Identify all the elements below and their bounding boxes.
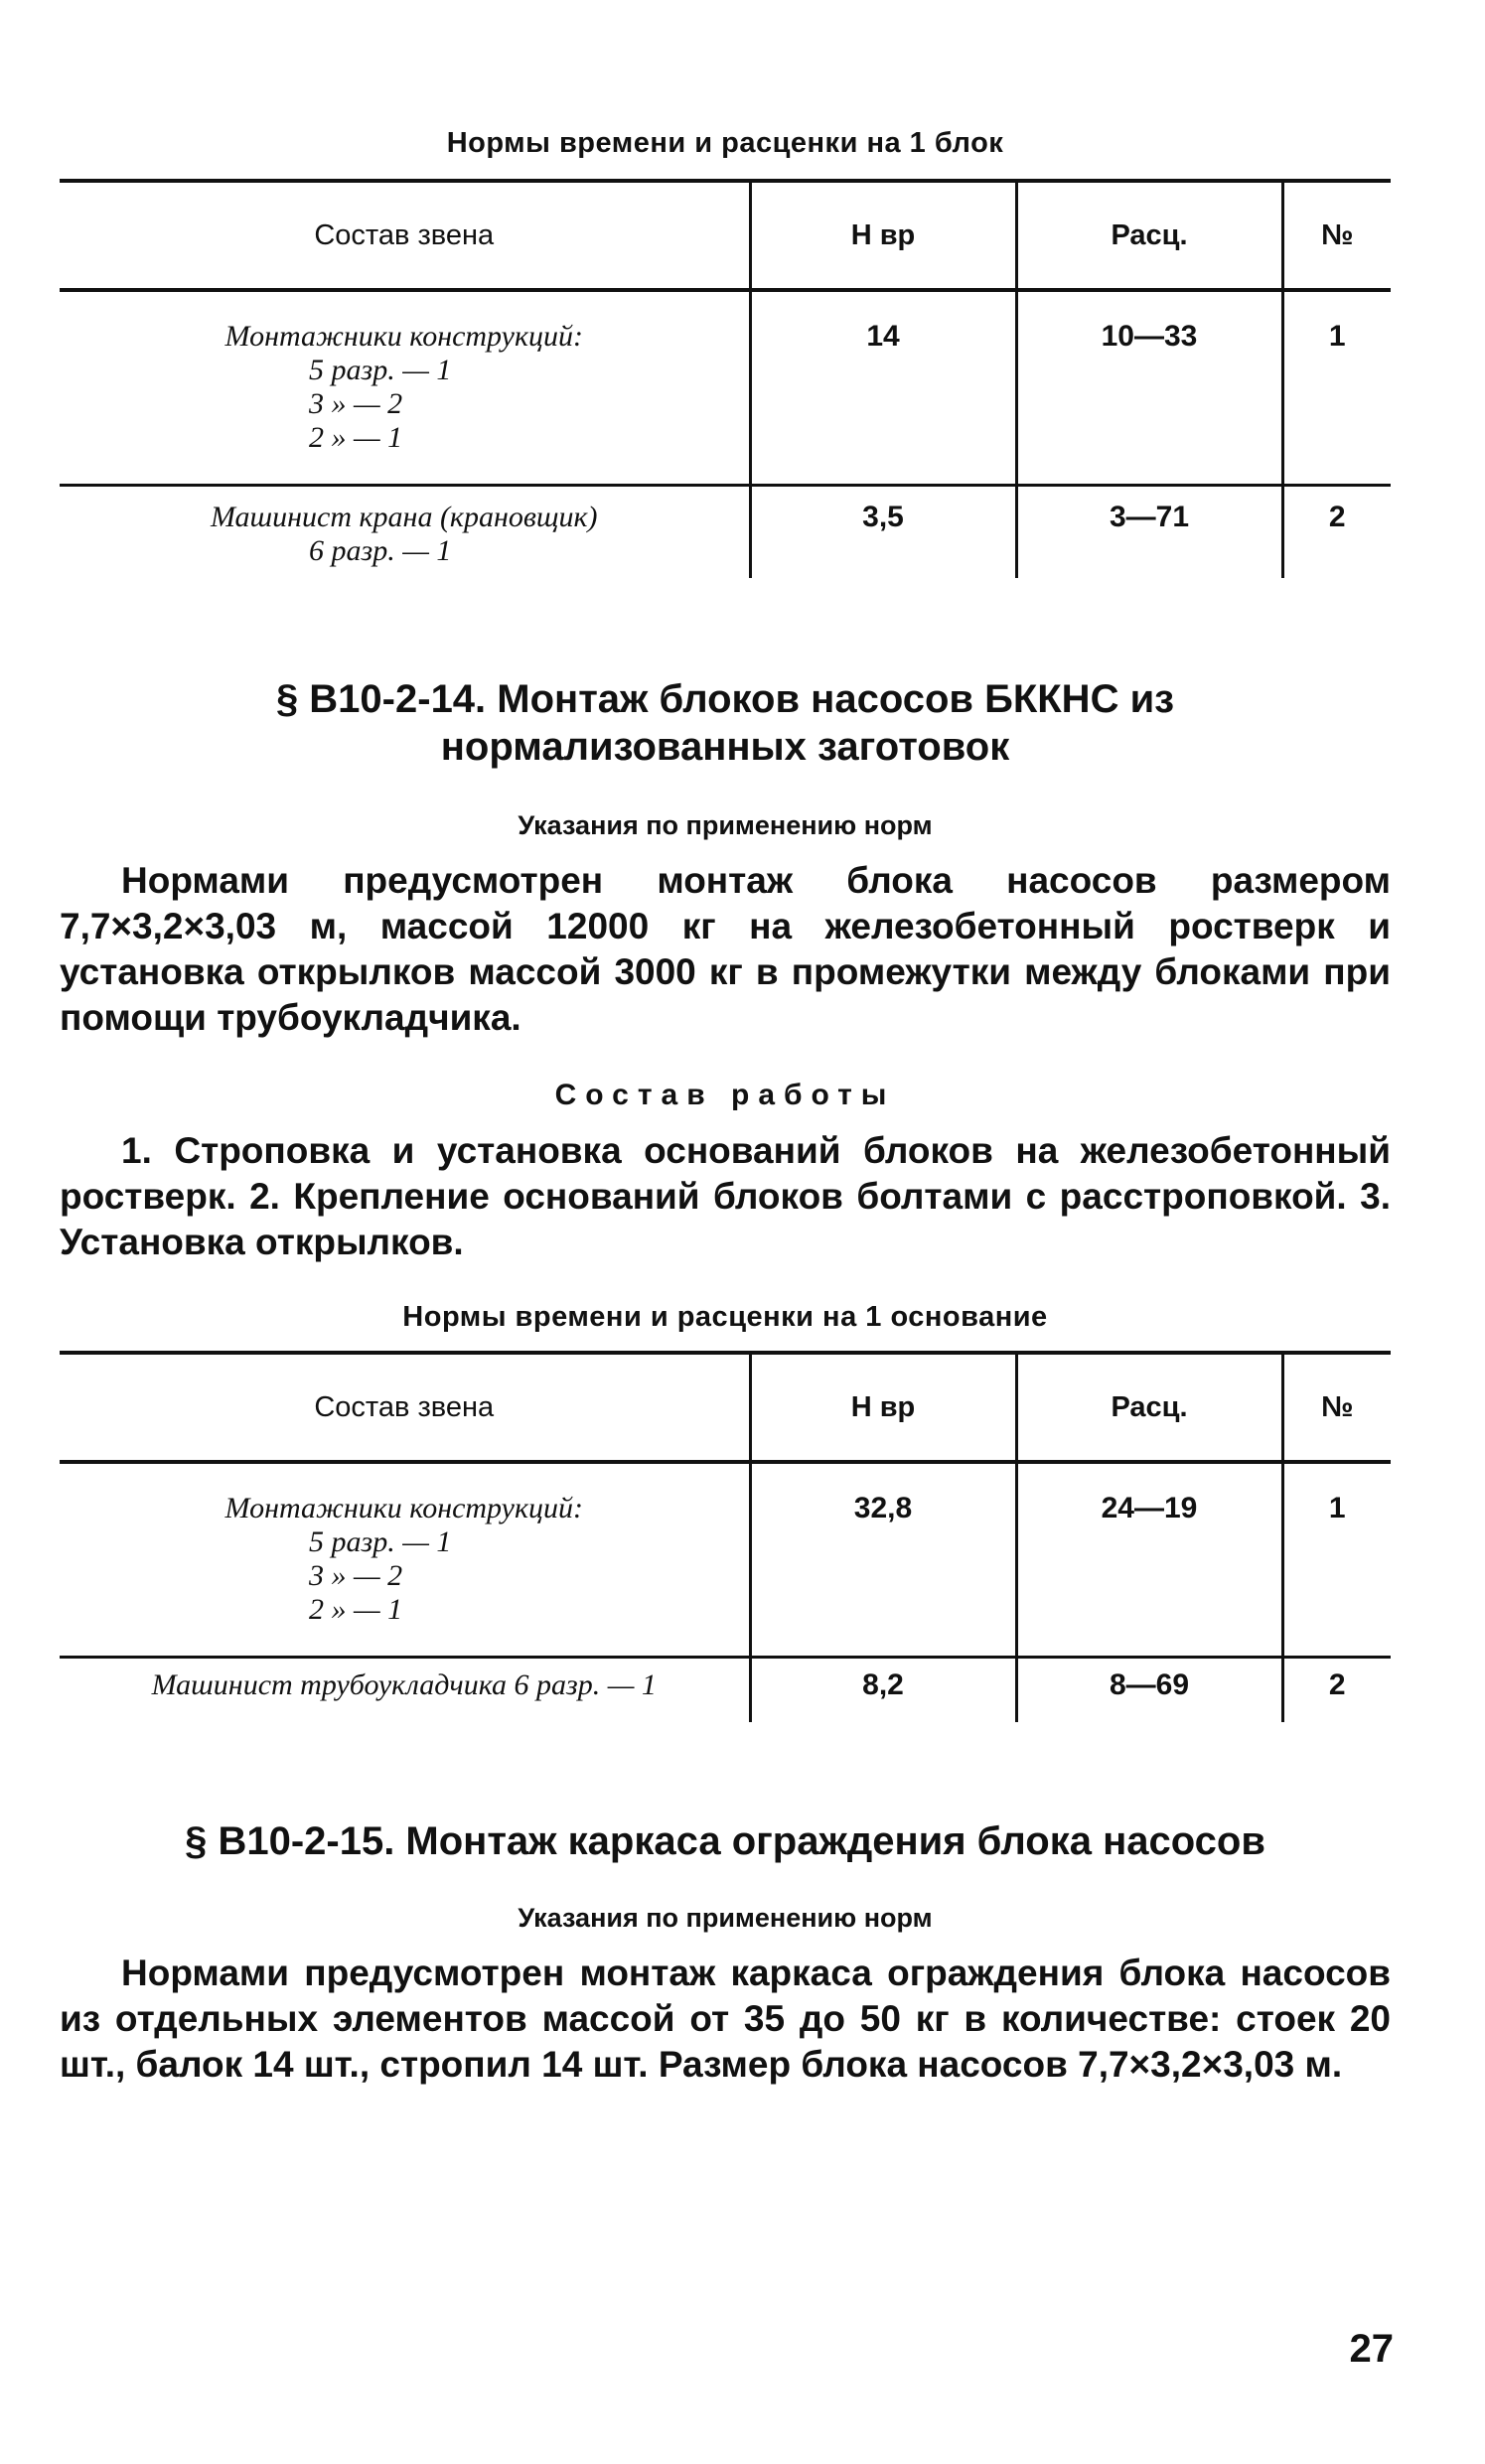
table1 bbox=[60, 179, 1391, 578]
section15-guidance-paragraph bbox=[60, 1951, 1391, 2088]
table2-row1-crew bbox=[60, 1462, 750, 1657]
section14-guidance-heading: Указания по применению норм bbox=[518, 810, 933, 840]
section14-work-text: 1. Строповка и установка оснований блоков на железобетонный ростверк. 2. Крепление оснований блоков болтами с расстроповкой. 3. Установка открылков. bbox=[60, 1130, 1391, 1262]
worker-grade: 3 » — 2 bbox=[309, 1559, 403, 1592]
section14-work-paragraph bbox=[60, 1128, 1391, 1265]
section15-title: § В10-2-15. Монтаж каркаса ограждения блока насосов bbox=[185, 1819, 1265, 1863]
section14-title-line1: § В10-2-14. Монтаж блоков насосов БККНС из bbox=[275, 677, 1175, 721]
table2-row2-num: 2 bbox=[1328, 1667, 1346, 1701]
table1-header-hvr: Н вр bbox=[750, 181, 1016, 290]
section14-guidance-text: Нормами предусмотрен монтаж блока насосов размером 7,7×3,2×3,03 м, массой 12000 кг на железобетонный ростверк и установка открылков массой 3000 кг в промежутки между блоками при помощи трубоукладчика. bbox=[60, 860, 1391, 1038]
page-number: 27 bbox=[1349, 2327, 1394, 2371]
table1-row1-rasc: 10—33 bbox=[1016, 290, 1282, 485]
table2-row1-hvr: 32,8 bbox=[750, 1462, 1016, 1657]
table1-header-row bbox=[60, 181, 1391, 290]
table2-row2-hvr: 8,2 bbox=[750, 1657, 1016, 1722]
table-row bbox=[60, 290, 1391, 485]
table2-caption: Нормы времени и расценки на 1 основание bbox=[402, 1301, 1048, 1333]
table-row bbox=[60, 485, 1391, 578]
worker-grade: 2 » — 1 bbox=[309, 1593, 403, 1626]
table2-header-rasc: Расц. bbox=[1016, 1353, 1282, 1462]
section15-guidance-text: Нормами предусмотрен монтаж каркаса ограждения блока насосов из отдельных элементов массой от 35 до 50 кг в количестве: стоек 20 шт., балок 14 шт., стропил 14 шт. Размер блока насосов 7,7×3,2×3,03 м. bbox=[60, 1953, 1391, 2085]
table2-row2-crew bbox=[60, 1657, 750, 1722]
table-row bbox=[60, 1462, 1391, 1657]
worker-name: Машинист трубоукладчика 6 разр. — 1 bbox=[151, 1667, 657, 1701]
table2-row1-num: 1 bbox=[1282, 1462, 1391, 1657]
table1-row1-crew bbox=[60, 290, 750, 485]
table2 bbox=[60, 1351, 1391, 1722]
section14-work-heading: Состав работы bbox=[554, 1079, 896, 1111]
worker-name: Монтажники конструкций: bbox=[224, 1492, 583, 1524]
table2-header-hvr: Н вр bbox=[750, 1353, 1016, 1462]
table2-header-crew: Состав звена bbox=[60, 1353, 750, 1462]
table1-row2-hvr: 3,5 bbox=[750, 485, 1016, 578]
section14-title bbox=[60, 675, 1391, 771]
table1-row2-rasc: 3—71 bbox=[1016, 485, 1282, 578]
table1-row1-num: 1 bbox=[1282, 290, 1391, 485]
table1-row2-num: 2 bbox=[1328, 500, 1346, 533]
section15-guidance-heading: Указания по применению норм bbox=[518, 1903, 933, 1933]
table1-header-rasc: Расц. bbox=[1016, 181, 1282, 290]
worker-grade: 6 разр. — 1 bbox=[309, 533, 452, 567]
worker-name: Монтажники конструкций: bbox=[224, 320, 583, 353]
table1-header-crew: Состав звена bbox=[60, 181, 750, 290]
table1-caption: Нормы времени и расценки на 1 блок bbox=[446, 127, 1004, 159]
table1-row1-hvr: 14 bbox=[750, 290, 1016, 485]
table-row bbox=[60, 1657, 1391, 1722]
table1-row2-crew bbox=[60, 485, 750, 578]
worker-name: Машинист крана (крановщик) bbox=[210, 500, 598, 533]
section14-guidance-paragraph bbox=[60, 858, 1391, 1041]
worker-grade: 5 разр. — 1 bbox=[309, 1525, 452, 1558]
table2-row1-rasc: 24—19 bbox=[1016, 1462, 1282, 1657]
table2-header-row bbox=[60, 1353, 1391, 1462]
table1-header-num: № bbox=[1282, 181, 1391, 290]
worker-grade: 3 » — 2 bbox=[309, 387, 403, 420]
table2-header-num: № bbox=[1282, 1353, 1391, 1462]
table2-row2-rasc: 8—69 bbox=[1016, 1657, 1282, 1722]
section14-title-line2: нормализованных заготовок bbox=[440, 725, 1010, 769]
worker-grade: 5 разр. — 1 bbox=[309, 354, 452, 386]
worker-grade: 2 » — 1 bbox=[309, 421, 403, 454]
